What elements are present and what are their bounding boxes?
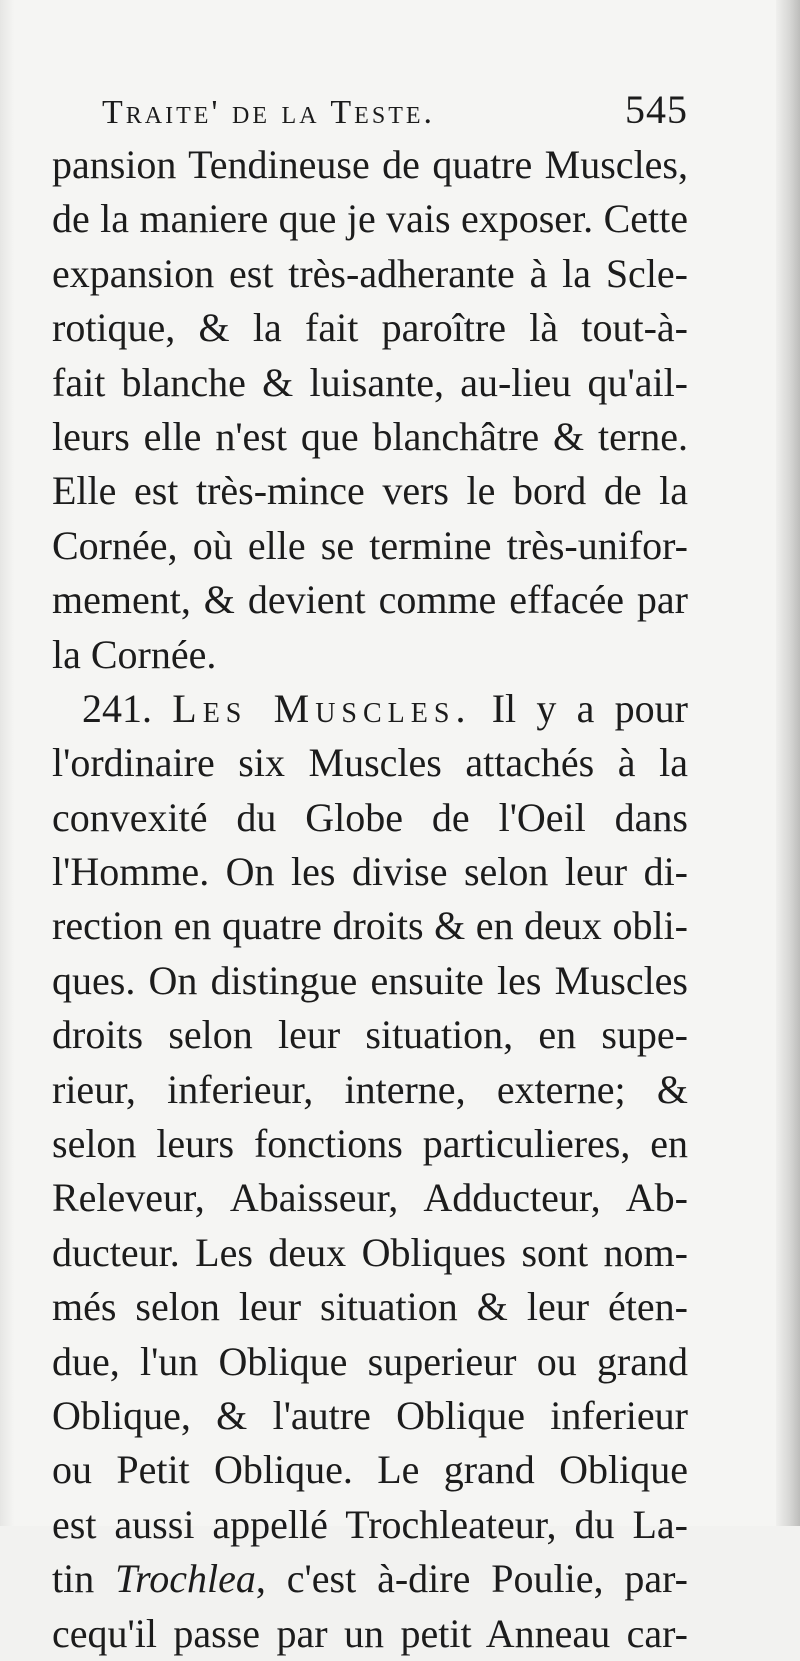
text-line: rieur, inferieur, interne, externe; & [52,1066,688,1112]
text-line: ou Petit Oblique. Le grand Oblique [52,1447,688,1493]
text-line: l'ordinaire six Muscles attachés à la [52,740,688,786]
paragraph-first-line-text: Il y a pour [491,685,688,731]
text-line: Cornée, où elle se termine très-unifor- [52,522,688,568]
page-text [52,86,688,1661]
text-line: Oblique, & l'autre Oblique inferieur [52,1392,688,1438]
text-line: mement, & devient comme effacée par [52,577,688,623]
text-line: la Cornée. [52,631,217,677]
page-number: 545 [625,87,688,132]
paragraph-heading: Les Muscles. [172,685,472,731]
text-line: l'Homme. On les divise selon leur di- [52,849,688,895]
text-line: rotique, & la fait paroître là tout-à- [52,305,688,351]
text-line: Releveur, Abaisseur, Adducteur, Ab- [52,1175,688,1221]
text-line: leurs elle n'est que blanchâtre & terne. [52,413,688,459]
text-line: ques. On distingue ensuite les Muscles [52,957,688,1003]
text-line: de la maniere que je vais exposer. Cette [52,196,688,242]
text-line: droits selon leur situation, en supe- [52,1012,688,1058]
latin-line-after: , c'est à-dire Poulie, par- [255,1556,688,1602]
latin-term-line [52,1552,688,1606]
text-line: expansion est très-adherante à la Scle- [52,250,688,296]
text-line: selon leurs fonctions particulieres, en [52,1121,688,1167]
latin-term: Trochlea [115,1556,256,1602]
running-head [52,86,688,138]
text-line: Elle est très-mince vers le bord de la [52,468,688,514]
text-line: pansion Tendineuse de quatre Muscles, [52,142,688,187]
text-line: convexité du Globe de l'Oeil dans [52,794,688,840]
text-line: est aussi appellé Trochleateur, du La- [52,1501,688,1547]
paragraph-241-first-line [52,682,688,736]
text-line: due, l'un Oblique superieur ou grand [52,1338,688,1384]
text-line: cequ'il passe par un petit Anneau car- [52,1610,688,1656]
text-line: més selon leur situation & leur éten- [52,1284,688,1330]
paragraph-number: 241. [82,685,152,731]
running-head-title: Traite' de la Teste. [102,94,436,131]
latin-line-before: tin [52,1556,95,1602]
text-line: fait blanche & luisante, au-lieu qu'ail- [52,359,688,405]
text-line: rection en quatre droits & en deux obli- [52,903,688,949]
scan-right-edge [776,0,800,1526]
text-line: ducteur. Les deux Obliques sont nom- [52,1229,688,1275]
scan-left-edge [0,0,14,1526]
